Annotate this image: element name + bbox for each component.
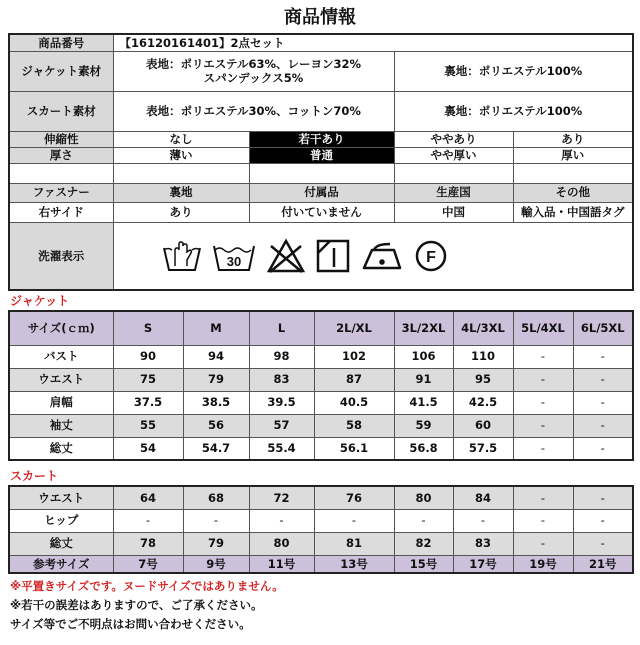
jacket-outer-line2: スパンデックス5%: [203, 71, 304, 85]
size-value: 80: [394, 486, 453, 509]
size-value: 54.7: [183, 437, 249, 460]
no-bleach-icon: [266, 238, 306, 274]
size-value: 94: [183, 345, 249, 368]
size-value: -: [183, 509, 249, 532]
empty-cell: [513, 163, 633, 183]
size-value: 21号: [573, 555, 633, 573]
size-value: 87: [314, 368, 394, 391]
size-value: 40.5: [314, 391, 394, 414]
size-value: 76: [314, 486, 394, 509]
size-value: 106: [394, 345, 453, 368]
size-value: 57: [249, 414, 314, 437]
skirt-section-label: スカート: [10, 469, 59, 483]
size-value: 13号: [314, 555, 394, 573]
hand-wash-icon: [162, 238, 202, 274]
size-value: 56.1: [314, 437, 394, 460]
row-label: ヒップ: [9, 509, 113, 532]
size-value: 79: [183, 368, 249, 391]
size-value: 82: [394, 532, 453, 555]
table-row: [9, 532, 633, 555]
size-value: L: [249, 311, 314, 345]
lining-value: あり: [113, 202, 249, 222]
dry-clean-f-icon: [414, 239, 448, 273]
size-value: 4L/3XL: [453, 311, 513, 345]
other-header: その他: [513, 183, 633, 202]
size-value: -: [573, 437, 633, 460]
size-value: M: [183, 311, 249, 345]
size-value: 3L/2XL: [394, 311, 453, 345]
size-value: -: [513, 486, 573, 509]
size-value: 95: [453, 368, 513, 391]
size-value: -: [513, 532, 573, 555]
size-value: 54: [113, 437, 183, 460]
note-contact: サイズ等でご不明点はお問い合わせください。: [10, 617, 251, 631]
drip-dry-shade-icon: [316, 239, 350, 273]
row-label: 袖丈: [9, 414, 113, 437]
size-value: 55: [113, 414, 183, 437]
thickness-option: 薄い: [113, 147, 249, 163]
size-value: -: [513, 509, 573, 532]
size-value: 56.8: [394, 437, 453, 460]
zipper-value: 右サイド: [9, 202, 113, 222]
size-value: 7号: [113, 555, 183, 573]
size-value: 80: [249, 532, 314, 555]
size-value: -: [513, 368, 573, 391]
size-value: -: [573, 414, 633, 437]
size-value: 81: [314, 532, 394, 555]
size-value: -: [573, 486, 633, 509]
size-value: 58: [314, 414, 394, 437]
size-value: 110: [453, 345, 513, 368]
size-value: -: [513, 391, 573, 414]
table-row: [9, 509, 633, 532]
stretch-label: 伸縮性: [9, 131, 113, 147]
table-row: [9, 391, 633, 414]
size-value: -: [513, 414, 573, 437]
stretch-option: ややあり: [394, 131, 513, 147]
wash-30-icon: [212, 238, 256, 274]
row-label: ウエスト: [9, 368, 113, 391]
size-value: 2L/XL: [314, 311, 394, 345]
reference-size-row: [9, 555, 633, 573]
empty-cell: [249, 163, 394, 183]
size-value: -: [513, 437, 573, 460]
size-value: -: [573, 391, 633, 414]
size-value: 98: [249, 345, 314, 368]
empty-cell: [113, 163, 249, 183]
size-value: 102: [314, 345, 394, 368]
country-value: 中国: [394, 202, 513, 222]
size-value: 57.5: [453, 437, 513, 460]
accessories-header: 付属品: [249, 183, 394, 202]
thickness-option-selected: 普通: [249, 147, 394, 163]
table-row: [9, 414, 633, 437]
size-value: 42.5: [453, 391, 513, 414]
size-value: -: [314, 509, 394, 532]
size-value: 6L/5XL: [573, 311, 633, 345]
skirt-outer-material: 表地：ポリエステル30%、コットン70%: [113, 91, 394, 131]
zipper-header: ファスナー: [9, 183, 113, 202]
size-value: -: [113, 509, 183, 532]
jacket-outer-material: [113, 51, 394, 91]
dry-clean-letter: F: [425, 248, 436, 266]
size-value: 11号: [249, 555, 314, 573]
skirt-lining: 裏地：ポリエステル100%: [394, 91, 633, 131]
note-tolerance: ※若干の誤差はありますので、ご了承ください。: [10, 598, 263, 612]
row-label: ウエスト: [9, 486, 113, 509]
size-value: 79: [183, 532, 249, 555]
thickness-option: 厚い: [513, 147, 633, 163]
size-value: 56: [183, 414, 249, 437]
size-value: 9号: [183, 555, 249, 573]
table-header-row: [9, 311, 633, 345]
size-value: -: [513, 345, 573, 368]
jacket-lining: 裏地：ポリエステル100%: [394, 51, 633, 91]
size-value: 59: [394, 414, 453, 437]
size-value: 41.5: [394, 391, 453, 414]
size-value: S: [113, 311, 183, 345]
wash-temp: 30: [226, 253, 241, 269]
jacket-material-label: ジャケット素材: [9, 51, 113, 91]
table-row: [9, 437, 633, 460]
size-value: 37.5: [113, 391, 183, 414]
jacket-size-table: [8, 310, 634, 461]
size-value: 78: [113, 532, 183, 555]
row-label: 総丈: [9, 437, 113, 460]
washing-label: 洗濯表示: [9, 222, 113, 290]
size-value: 72: [249, 486, 314, 509]
low-iron-icon: [360, 240, 404, 272]
size-value: 38.5: [183, 391, 249, 414]
size-value: 19号: [513, 555, 573, 573]
size-value: 75: [113, 368, 183, 391]
size-value: 55.4: [249, 437, 314, 460]
size-value: -: [249, 509, 314, 532]
other-value: 輸入品・中国語タグ: [513, 202, 633, 222]
size-value: 64: [113, 486, 183, 509]
size-value: -: [453, 509, 513, 532]
size-value: 5L/4XL: [513, 311, 573, 345]
size-value: 91: [394, 368, 453, 391]
skirt-size-table: [8, 485, 634, 574]
jacket-section-label: ジャケット: [10, 294, 70, 308]
page-title: 商品情報: [284, 7, 356, 28]
thickness-option: やや厚い: [394, 147, 513, 163]
table-row: [9, 345, 633, 368]
size-value: -: [573, 345, 633, 368]
accessories-value: 付いていません: [249, 202, 394, 222]
size-value: 90: [113, 345, 183, 368]
size-value: -: [573, 368, 633, 391]
size-value: 15号: [394, 555, 453, 573]
product-no-label: 商品番号: [9, 34, 113, 51]
note-flat-size: ※平置きサイズです。ヌードサイズではありません。: [10, 579, 284, 593]
stretch-option: なし: [113, 131, 249, 147]
skirt-material-label: スカート素材: [9, 91, 113, 131]
stretch-option-selected: 若干あり: [249, 131, 394, 147]
washing-symbols: [113, 222, 633, 290]
row-label: 総丈: [9, 532, 113, 555]
size-value: 60: [453, 414, 513, 437]
size-value: 39.5: [249, 391, 314, 414]
size-value: -: [573, 532, 633, 555]
size-value: 68: [183, 486, 249, 509]
product-no: 【16120161401】2点セット: [113, 34, 633, 51]
row-label: 肩幅: [9, 391, 113, 414]
jacket-outer-line1: 表地：ポリエステル63%、レーヨン32%: [145, 56, 361, 71]
thickness-label: 厚さ: [9, 147, 113, 163]
table-row: [9, 368, 633, 391]
stretch-option: あり: [513, 131, 633, 147]
empty-cell: [394, 163, 513, 183]
country-header: 生産国: [394, 183, 513, 202]
row-label: 参考サイズ: [9, 555, 113, 573]
product-info-table: [8, 33, 634, 291]
size-value: 83: [453, 532, 513, 555]
lining-header: 裏地: [113, 183, 249, 202]
size-value: -: [573, 509, 633, 532]
table-row: [9, 486, 633, 509]
size-value: 83: [249, 368, 314, 391]
empty-cell: [9, 163, 113, 183]
row-label: バスト: [9, 345, 113, 368]
size-value: 17号: [453, 555, 513, 573]
size-value: 84: [453, 486, 513, 509]
size-value: -: [394, 509, 453, 532]
row-label: サイズ(ｃｍ): [9, 311, 113, 345]
